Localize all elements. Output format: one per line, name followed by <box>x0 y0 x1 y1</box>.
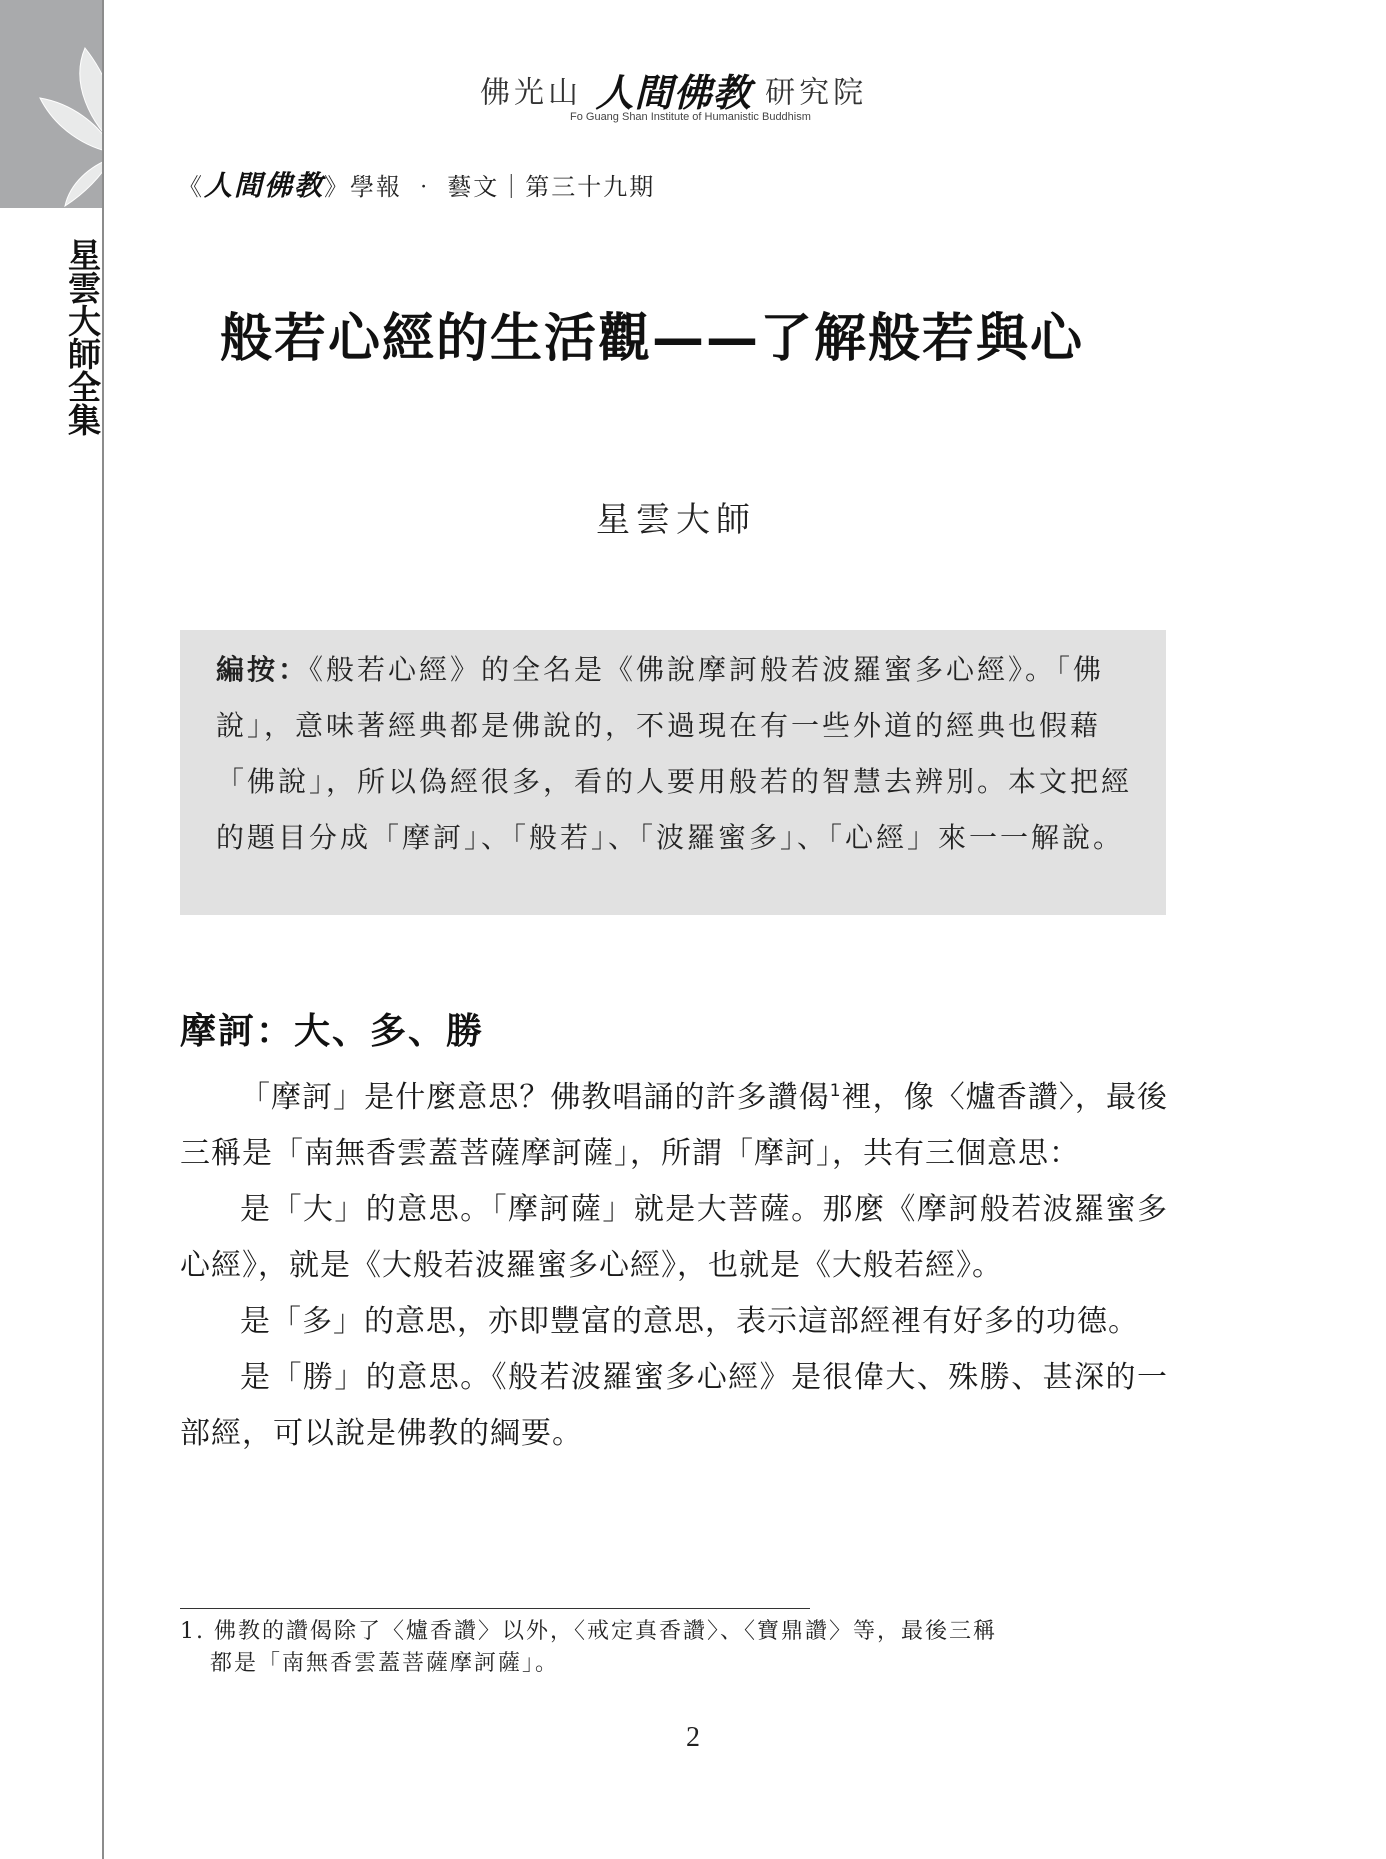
side-rule <box>102 0 104 1859</box>
paragraph-1 <box>180 1070 1168 1182</box>
footnote <box>180 1616 1170 1680</box>
paragraph-4: 是「勝」的意思。《般若波羅蜜多心經》是很偉大、殊勝、甚深的一部經，可以說是佛教的綱要。 <box>180 1360 1168 1451</box>
paragraph-2: 是「大」的意思。「摩訶薩」就是大菩薩。那麼《摩訶般若波羅蜜多心經》，就是《大般若波羅蜜多心經》，也就是《大般若經》。 <box>180 1192 1168 1283</box>
section-body <box>180 1070 1168 1462</box>
institute-brand: 人間佛教 <box>595 71 752 115</box>
paragraph-1-text-a: 「摩訶」是什麼意思？佛教唱誦的許多讚偈 <box>240 1080 830 1115</box>
footnote-divider <box>180 1608 810 1609</box>
journal-header <box>178 164 655 204</box>
footnote-line-1: 1. 佛教的讚偈除了〈爐香讚〉以外，〈戒定真香讚〉、〈寶鼎讚〉等，最後三稱 <box>180 1619 997 1644</box>
journal-issue: 》學報 ‧ 藝文｜第三十九期 <box>324 173 656 201</box>
section-heading: 摩訶：大、多、勝 <box>180 1011 485 1052</box>
institute-suffix: 研究院 <box>765 75 868 111</box>
editor-note-lead: 編按： <box>216 653 310 686</box>
journal-open: 《 <box>178 173 204 201</box>
editor-note-text <box>216 642 1136 866</box>
article-author: 星雲大師 <box>596 500 756 540</box>
footnote-reference: 1 <box>829 1081 842 1101</box>
page-number: 2 <box>686 1722 700 1753</box>
paragraph-3: 是「多」的意思，亦即豐富的意思，表示這部經裡有好多的功德。 <box>240 1304 1139 1339</box>
series-title: 星雲大師全集 <box>63 238 102 436</box>
editor-note-box <box>180 630 1166 915</box>
institute-english-name: Fo Guang Shan Institute of Humanistic Buddhism <box>570 111 811 123</box>
editor-note-body: 《般若心經》的全名是《佛說摩訶般若波羅蜜多心經》。「佛說」，意味著經典都是佛說的，不過現在有一些外道的經典也假藉「佛說」，所以偽經很多，看的人要用般若的智慧去辨別。本文把經的題目分成「摩訶」、「般若」、「波羅蜜多」、「心經」來一一解說。 <box>216 653 1133 854</box>
journal-brand: 人間佛教 <box>204 169 325 202</box>
institute-prefix: 佛光山 <box>480 75 582 111</box>
footnote-line-2: 都是「南無香雲蓋菩薩摩訶薩」。 <box>210 1651 560 1676</box>
paragraph-1-text-b: 裡，像〈爐香讚〉，最後三稱是「南無香雲蓋菩薩摩訶薩」，所謂「摩訶」，共有三個意思： <box>180 1080 1169 1171</box>
article-title: 般若心經的生活觀——了解般若與心 <box>220 309 1085 369</box>
institute-name <box>480 62 900 115</box>
